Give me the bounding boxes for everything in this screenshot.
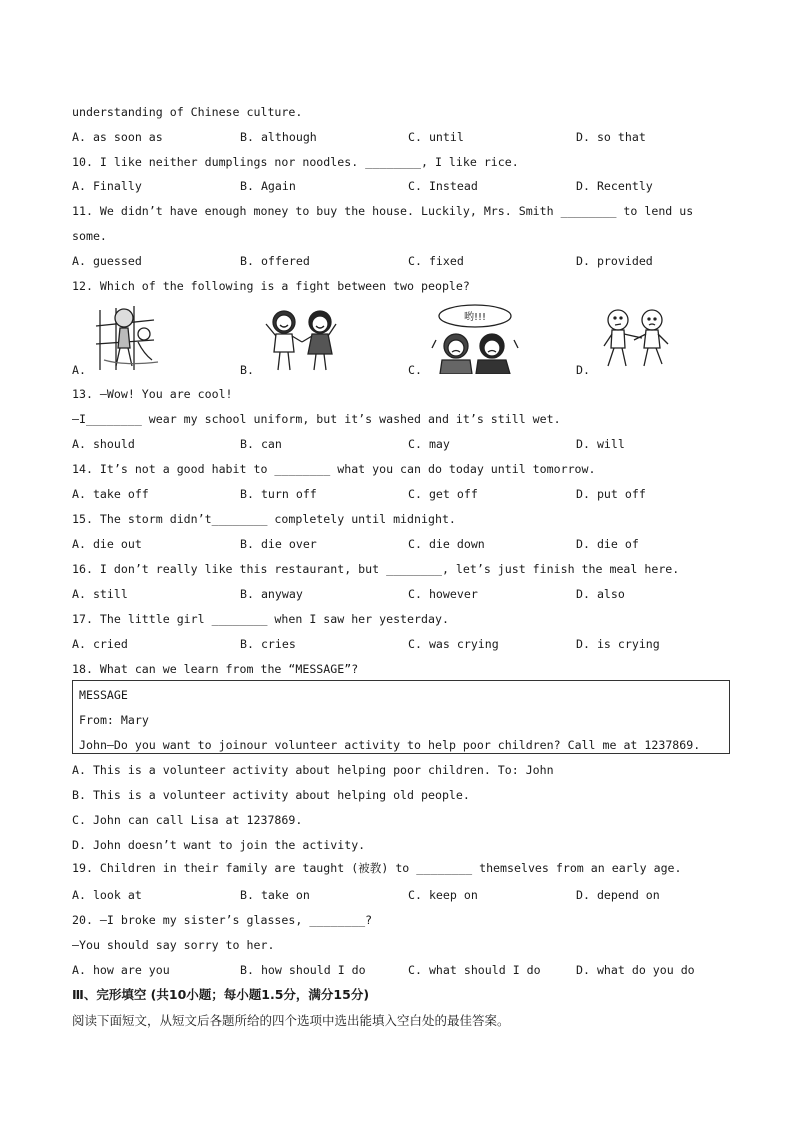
section-instruction: 阅读下面短文，从短文后各题所给的四个选项中选出能填入空白处的最佳答案。	[72, 1013, 510, 1028]
option-d[interactable]: D. what do you do	[576, 963, 695, 977]
question-13: 13. —Wow! You are cool!	[72, 387, 233, 401]
option-c[interactable]: C. until	[408, 130, 464, 144]
option-c[interactable]: C. what should I do	[408, 963, 541, 977]
picture-b	[262, 302, 342, 374]
question-17: 17. The little girl ________ when I saw her yesterday.	[72, 612, 449, 626]
option-b[interactable]: B. die over	[240, 537, 317, 551]
message-body: John—Do you want to joinour volunteer activity to help poor children? Call me at 1237869.	[79, 738, 701, 752]
picture-d	[598, 304, 674, 374]
option-d[interactable]: D. also	[576, 587, 625, 601]
question-14: 14. It’s not a good habit to ________ what you can do today until tomorrow.	[72, 462, 596, 476]
option-c[interactable]: C. get off	[408, 487, 478, 501]
option-c[interactable]: C. fixed	[408, 254, 464, 268]
option-a[interactable]: A. die out	[72, 537, 142, 551]
question-18: 18. What can we learn from the “MESSAGE”?	[72, 662, 359, 676]
option-d[interactable]: D. depend on	[576, 888, 660, 902]
option-d[interactable]: D. is crying	[576, 637, 660, 651]
option-d[interactable]: D. John doesn’t want to join the activity.	[72, 838, 366, 852]
message-from: From: Mary	[79, 713, 149, 727]
option-a[interactable]: A. take off	[72, 487, 149, 501]
option-d[interactable]: D.	[576, 363, 590, 377]
option-c[interactable]: C.	[408, 363, 422, 377]
option-b[interactable]: B. offered	[240, 254, 310, 268]
option-c[interactable]: C. may	[408, 437, 450, 451]
option-d[interactable]: D. will	[576, 437, 625, 451]
option-c[interactable]: C. John can call Lisa at 1237869.	[72, 813, 303, 827]
question-13-reply: —I________ wear my school uniform, but it’s washed and it’s still wet.	[72, 412, 561, 426]
options-q15	[72, 537, 732, 551]
option-a[interactable]: A. Finally	[72, 179, 142, 193]
question-19: 19. Children in their family are taught (被教) to ________ themselves from an early age.	[72, 861, 682, 875]
option-d[interactable]: D. Recently	[576, 179, 653, 193]
message-title: MESSAGE	[79, 688, 128, 702]
options-q16	[72, 587, 732, 601]
option-d[interactable]: D. put off	[576, 487, 646, 501]
question-11-cont: some.	[72, 229, 107, 243]
option-a[interactable]: A. guessed	[72, 254, 142, 268]
option-d[interactable]: D. die of	[576, 537, 639, 551]
question-15: 15. The storm didn’t________ completely until midnight.	[72, 512, 456, 526]
picture-a	[94, 300, 164, 372]
bubble-text: 哟!!!	[463, 312, 487, 323]
option-b[interactable]: B. take on	[240, 888, 310, 902]
picture-c	[430, 302, 520, 374]
option-a[interactable]: A.	[72, 363, 86, 377]
question-10: 10. I like neither dumplings nor noodles. ________, I like rice.	[72, 155, 519, 169]
question-12: 12. Which of the following is a fight between two people?	[72, 279, 470, 293]
message-box	[72, 680, 730, 754]
option-b[interactable]: B. cries	[240, 637, 296, 651]
option-a[interactable]: A. This is a volunteer activity about helping poor children. To: John	[72, 763, 554, 777]
option-b[interactable]: B. although	[240, 130, 317, 144]
option-c[interactable]: C. however	[408, 587, 478, 601]
options-q10	[72, 179, 732, 193]
option-a[interactable]: A. cried	[72, 637, 128, 651]
option-b[interactable]: B. Again	[240, 179, 296, 193]
option-b[interactable]: B. This is a volunteer activity about helping old people.	[72, 788, 470, 802]
section-title: Ⅲ、完形填空 (共10小题；每小题1.5分，满分15分)	[72, 987, 370, 1002]
options-q11	[72, 254, 732, 268]
option-c[interactable]: C. die down	[408, 537, 485, 551]
option-d[interactable]: D. provided	[576, 254, 653, 268]
options-q19	[72, 888, 732, 902]
option-c[interactable]: C. was crying	[408, 637, 499, 651]
question-20: 20. —I broke my sister’s glasses, ________?	[72, 913, 373, 927]
options-q20	[72, 963, 732, 977]
option-b[interactable]: B. turn off	[240, 487, 317, 501]
options-q13	[72, 437, 732, 451]
option-b[interactable]: B. anyway	[240, 587, 303, 601]
option-c[interactable]: C. Instead	[408, 179, 478, 193]
question-11: 11. We didn’t have enough money to buy the house. Luckily, Mrs. Smith ________ to lend us	[72, 204, 694, 218]
option-a[interactable]: A. still	[72, 587, 128, 601]
question-16: 16. I don’t really like this restaurant, but ________, let’s just finish the meal here.	[72, 562, 680, 576]
option-a[interactable]: A. should	[72, 437, 135, 451]
options-q9	[72, 130, 732, 144]
option-b[interactable]: B. can	[240, 437, 282, 451]
option-c[interactable]: C. keep on	[408, 888, 478, 902]
options-q17	[72, 637, 732, 651]
option-b[interactable]: B.	[240, 363, 254, 377]
text-line: understanding of Chinese culture.	[72, 105, 303, 119]
option-d[interactable]: D. so that	[576, 130, 646, 144]
option-a[interactable]: A. how are you	[72, 963, 170, 977]
option-a[interactable]: A. look at	[72, 888, 142, 902]
option-a[interactable]: A. as soon as	[72, 130, 163, 144]
question-20-reply: —You should say sorry to her.	[72, 938, 275, 952]
option-b[interactable]: B. how should I do	[240, 963, 366, 977]
options-q14	[72, 487, 732, 501]
